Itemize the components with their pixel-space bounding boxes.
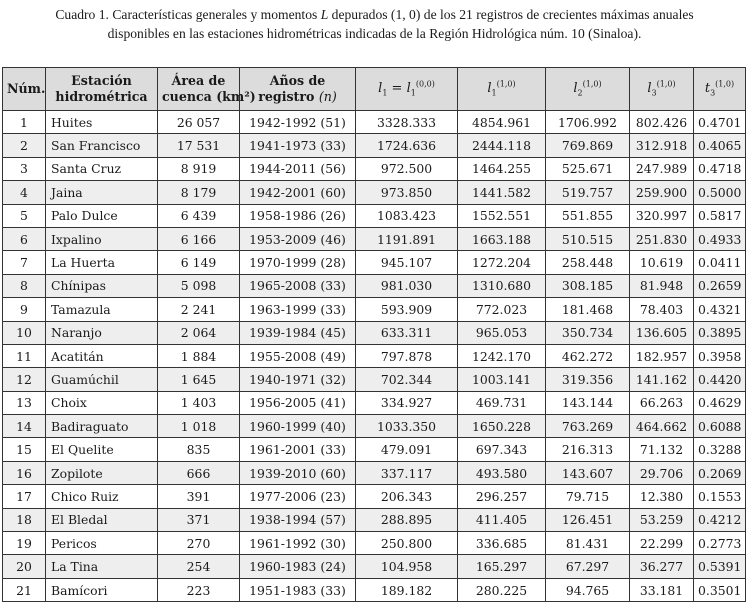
cell-station: Choix [46, 391, 158, 414]
cell-l3: 36.277 [630, 555, 694, 578]
cell-years: 1956-2005 (41) [240, 391, 356, 414]
header-t3-10: $t_3^{(1,0)}$ [694, 68, 746, 111]
cell-t3: 0.5817 [694, 204, 746, 227]
cell-area: 17 531 [158, 134, 240, 157]
cell-l1-10: 1272.204 [458, 251, 546, 274]
cell-l1: 337.117 [356, 461, 458, 484]
cell-years: 1963-1999 (33) [240, 298, 356, 321]
cell-num: 8 [3, 274, 46, 297]
cell-l2: 769.869 [546, 134, 630, 157]
cell-station: Badiraguato [46, 415, 158, 438]
header-years: Años de registro (n) [240, 68, 356, 111]
table-row [3, 134, 746, 157]
cell-station: San Francisco [46, 134, 158, 157]
cell-num: 2 [3, 134, 46, 157]
cell-station: El Quelite [46, 438, 158, 461]
cell-l3: 22.299 [630, 532, 694, 555]
cell-num: 15 [3, 438, 46, 461]
table-row [3, 181, 746, 204]
cell-area: 1 884 [158, 344, 240, 367]
header-l2-10: $l_2^{(1,0)}$ [546, 68, 630, 111]
cell-l3: 66.263 [630, 391, 694, 414]
header-num: Núm. [3, 68, 46, 111]
cell-l1-10: 1310.680 [458, 274, 546, 297]
cell-area: 8 919 [158, 157, 240, 180]
cell-station: Santa Cruz [46, 157, 158, 180]
cell-num: 17 [3, 485, 46, 508]
cell-l1: 189.182 [356, 578, 458, 601]
cell-years: 1953-2009 (46) [240, 227, 356, 250]
cell-years: 1942-2001 (60) [240, 181, 356, 204]
cell-t3: 0.3501 [694, 578, 746, 601]
cell-l1: 206.343 [356, 485, 458, 508]
cell-l1-10: 1464.255 [458, 157, 546, 180]
cell-station: Bamícori [46, 578, 158, 601]
cell-t3: 0.2773 [694, 532, 746, 555]
cell-t3: 0.3895 [694, 321, 746, 344]
cell-l2: 308.185 [546, 274, 630, 297]
cell-l3: 12.380 [630, 485, 694, 508]
cell-years: 1958-1986 (26) [240, 204, 356, 227]
cell-l1: 981.030 [356, 274, 458, 297]
cell-t3: 0.1553 [694, 485, 746, 508]
table-row [3, 438, 746, 461]
cell-l1: 702.344 [356, 368, 458, 391]
cell-l1-10: 336.685 [458, 532, 546, 555]
table-row [3, 532, 746, 555]
cell-area: 371 [158, 508, 240, 531]
cell-l1-10: 165.297 [458, 555, 546, 578]
cell-l1-10: 411.405 [458, 508, 546, 531]
cell-years: 1944-2011 (56) [240, 157, 356, 180]
cell-area: 8 179 [158, 181, 240, 204]
cell-l1-10: 493.580 [458, 461, 546, 484]
cell-t3: 0.3288 [694, 438, 746, 461]
cell-l2: 350.734 [546, 321, 630, 344]
cell-area: 2 064 [158, 321, 240, 344]
cell-station: Huites [46, 111, 158, 134]
cell-station: El Bledal [46, 508, 158, 531]
cell-l2: 763.269 [546, 415, 630, 438]
cell-l1: 288.895 [356, 508, 458, 531]
caption-line1-post: depurados (1, 0) de los 21 registros de crecientes máximas anuales [328, 7, 694, 22]
cell-l1-10: 1552.551 [458, 204, 546, 227]
cell-num: 19 [3, 532, 46, 555]
cell-l3: 81.948 [630, 274, 694, 297]
cell-l1: 633.311 [356, 321, 458, 344]
cell-l1-10: 1663.188 [458, 227, 546, 250]
header-l1-l1-00: $l_1 = l_1^{(0,0)}$ [356, 68, 458, 111]
cell-l2: 94.765 [546, 578, 630, 601]
cell-l3: 259.900 [630, 181, 694, 204]
cell-years: 1965-2008 (33) [240, 274, 356, 297]
cell-station: Jaina [46, 181, 158, 204]
cell-t3: 0.2659 [694, 274, 746, 297]
cell-station: Acatitán [46, 344, 158, 367]
cell-years: 1942-1992 (51) [240, 111, 356, 134]
cell-l1: 1083.423 [356, 204, 458, 227]
cell-station: Ixpalino [46, 227, 158, 250]
cell-l3: 10.619 [630, 251, 694, 274]
cell-years: 1977-2006 (23) [240, 485, 356, 508]
cell-t3: 0.4933 [694, 227, 746, 250]
cell-t3: 0.4701 [694, 111, 746, 134]
cell-num: 1 [3, 111, 46, 134]
table-row [3, 321, 746, 344]
cell-t3: 0.4321 [694, 298, 746, 321]
table-row [3, 578, 746, 601]
cell-num: 10 [3, 321, 46, 344]
cell-l2: 258.448 [546, 251, 630, 274]
cell-area: 391 [158, 485, 240, 508]
cell-l1-10: 772.023 [458, 298, 546, 321]
table-row [3, 204, 746, 227]
cell-l1-10: 1650.228 [458, 415, 546, 438]
cell-l3: 71.132 [630, 438, 694, 461]
cell-l2: 216.313 [546, 438, 630, 461]
cell-l2: 143.144 [546, 391, 630, 414]
cell-num: 11 [3, 344, 46, 367]
cell-station: Guamúchil [46, 368, 158, 391]
cell-l1: 3328.333 [356, 111, 458, 134]
cell-l1: 334.927 [356, 391, 458, 414]
cell-num: 14 [3, 415, 46, 438]
header-l1-10: $l_1^{(1,0)}$ [458, 68, 546, 111]
table-row [3, 274, 746, 297]
cell-l3: 29.706 [630, 461, 694, 484]
cell-l3: 141.162 [630, 368, 694, 391]
cell-l3: 78.403 [630, 298, 694, 321]
cell-t3: 0.4629 [694, 391, 746, 414]
header-l3-10: $l_3^{(1,0)}$ [630, 68, 694, 111]
cell-l1: 973.850 [356, 181, 458, 204]
header-area: Área de cuenca (km²) [158, 68, 240, 111]
cell-area: 2 241 [158, 298, 240, 321]
cell-station: Naranjo [46, 321, 158, 344]
cell-l2: 143.607 [546, 461, 630, 484]
cell-years: 1938-1994 (57) [240, 508, 356, 531]
cell-l1: 479.091 [356, 438, 458, 461]
cell-l1: 104.958 [356, 555, 458, 578]
cell-area: 223 [158, 578, 240, 601]
cell-area: 6 149 [158, 251, 240, 274]
cell-station: Chínipas [46, 274, 158, 297]
cell-num: 12 [3, 368, 46, 391]
cell-l2: 1706.992 [546, 111, 630, 134]
cell-l2: 510.515 [546, 227, 630, 250]
cell-t3: 0.3958 [694, 344, 746, 367]
cell-l1-10: 2444.118 [458, 134, 546, 157]
cell-area: 1 645 [158, 368, 240, 391]
cell-l3: 312.918 [630, 134, 694, 157]
cell-t3: 0.5000 [694, 181, 746, 204]
cell-l2: 519.757 [546, 181, 630, 204]
cell-l3: 464.662 [630, 415, 694, 438]
table-row [3, 508, 746, 531]
cell-years: 1941-1973 (33) [240, 134, 356, 157]
cell-station: Tamazula [46, 298, 158, 321]
cell-l2: 319.356 [546, 368, 630, 391]
cell-years: 1960-1999 (40) [240, 415, 356, 438]
cell-years: 1960-1983 (24) [240, 555, 356, 578]
cell-l2: 525.671 [546, 157, 630, 180]
cell-t3: 0.2069 [694, 461, 746, 484]
cell-area: 26 057 [158, 111, 240, 134]
cell-l1-10: 280.225 [458, 578, 546, 601]
cell-station: Pericos [46, 532, 158, 555]
cell-l2: 67.297 [546, 555, 630, 578]
cell-area: 5 098 [158, 274, 240, 297]
table-row [3, 251, 746, 274]
cell-l3: 320.997 [630, 204, 694, 227]
cell-num: 4 [3, 181, 46, 204]
cell-area: 6 166 [158, 227, 240, 250]
cell-station: Chico Ruiz [46, 485, 158, 508]
table-caption [0, 0, 749, 58]
cell-num: 3 [3, 157, 46, 180]
table-row [3, 298, 746, 321]
cell-l1-10: 697.343 [458, 438, 546, 461]
cell-l3: 251.830 [630, 227, 694, 250]
table-body [3, 111, 746, 602]
cell-l2: 462.272 [546, 344, 630, 367]
cell-t3: 0.4718 [694, 157, 746, 180]
cell-years: 1955-2008 (49) [240, 344, 356, 367]
cell-years: 1939-2010 (60) [240, 461, 356, 484]
table-row [3, 485, 746, 508]
table-row [3, 344, 746, 367]
cell-t3: 0.4065 [694, 134, 746, 157]
table-row [3, 461, 746, 484]
cell-l1: 1724.636 [356, 134, 458, 157]
table-row [3, 227, 746, 250]
cell-l2: 551.855 [546, 204, 630, 227]
cell-l1-10: 1242.170 [458, 344, 546, 367]
cell-num: 20 [3, 555, 46, 578]
cell-l1: 250.800 [356, 532, 458, 555]
cell-t3: 0.6088 [694, 415, 746, 438]
cell-l1: 797.878 [356, 344, 458, 367]
data-table [2, 67, 746, 602]
header-row [3, 68, 746, 111]
cell-num: 7 [3, 251, 46, 274]
cell-l1-10: 4854.961 [458, 111, 546, 134]
cell-l3: 802.426 [630, 111, 694, 134]
cell-l1-10: 296.257 [458, 485, 546, 508]
cell-l3: 136.605 [630, 321, 694, 344]
cell-l3: 53.259 [630, 508, 694, 531]
cell-l3: 182.957 [630, 344, 694, 367]
cell-num: 5 [3, 204, 46, 227]
table-row [3, 391, 746, 414]
cell-l3: 247.989 [630, 157, 694, 180]
cell-l1-10: 1003.141 [458, 368, 546, 391]
cell-l2: 81.431 [546, 532, 630, 555]
cell-t3: 0.4420 [694, 368, 746, 391]
table-row [3, 157, 746, 180]
cell-years: 1951-1983 (33) [240, 578, 356, 601]
cell-l1: 972.500 [356, 157, 458, 180]
cell-num: 9 [3, 298, 46, 321]
caption-line2: disponibles en las estaciones hidrométricas indicadas de la Región Hidrológica núm. 10 (Sinaloa). [107, 26, 642, 41]
cell-years: 1961-1992 (30) [240, 532, 356, 555]
table-row [3, 555, 746, 578]
cell-l1-10: 469.731 [458, 391, 546, 414]
cell-area: 254 [158, 555, 240, 578]
header-station: Estación hidrométrica [46, 68, 158, 111]
cell-area: 270 [158, 532, 240, 555]
cell-station: La Tina [46, 555, 158, 578]
cell-area: 666 [158, 461, 240, 484]
cell-l3: 33.181 [630, 578, 694, 601]
caption-line1-pre: Cuadro 1. Características generales y momentos [55, 7, 321, 22]
cell-l1: 1191.891 [356, 227, 458, 250]
cell-l1-10: 965.053 [458, 321, 546, 344]
cell-station: La Huerta [46, 251, 158, 274]
cell-num: 16 [3, 461, 46, 484]
cell-num: 6 [3, 227, 46, 250]
cell-station: Zopilote [46, 461, 158, 484]
cell-area: 835 [158, 438, 240, 461]
cell-years: 1970-1999 (28) [240, 251, 356, 274]
cell-t3: 0.4212 [694, 508, 746, 531]
cell-num: 18 [3, 508, 46, 531]
caption-l-symbol: L [320, 7, 329, 22]
table-row [3, 111, 746, 134]
cell-station: Palo Dulce [46, 204, 158, 227]
cell-l1-10: 1441.582 [458, 181, 546, 204]
cell-l2: 79.715 [546, 485, 630, 508]
cell-l2: 181.468 [546, 298, 630, 321]
cell-years: 1940-1971 (32) [240, 368, 356, 391]
cell-t3: 0.5391 [694, 555, 746, 578]
cell-area: 1 403 [158, 391, 240, 414]
cell-l2: 126.451 [546, 508, 630, 531]
cell-l1: 593.909 [356, 298, 458, 321]
cell-l1: 1033.350 [356, 415, 458, 438]
cell-area: 1 018 [158, 415, 240, 438]
table-row [3, 415, 746, 438]
cell-num: 13 [3, 391, 46, 414]
cell-years: 1939-1984 (45) [240, 321, 356, 344]
cell-t3: 0.0411 [694, 251, 746, 274]
cell-years: 1961-2001 (33) [240, 438, 356, 461]
table-row [3, 368, 746, 391]
cell-l1: 945.107 [356, 251, 458, 274]
cell-area: 6 439 [158, 204, 240, 227]
cell-num: 21 [3, 578, 46, 601]
